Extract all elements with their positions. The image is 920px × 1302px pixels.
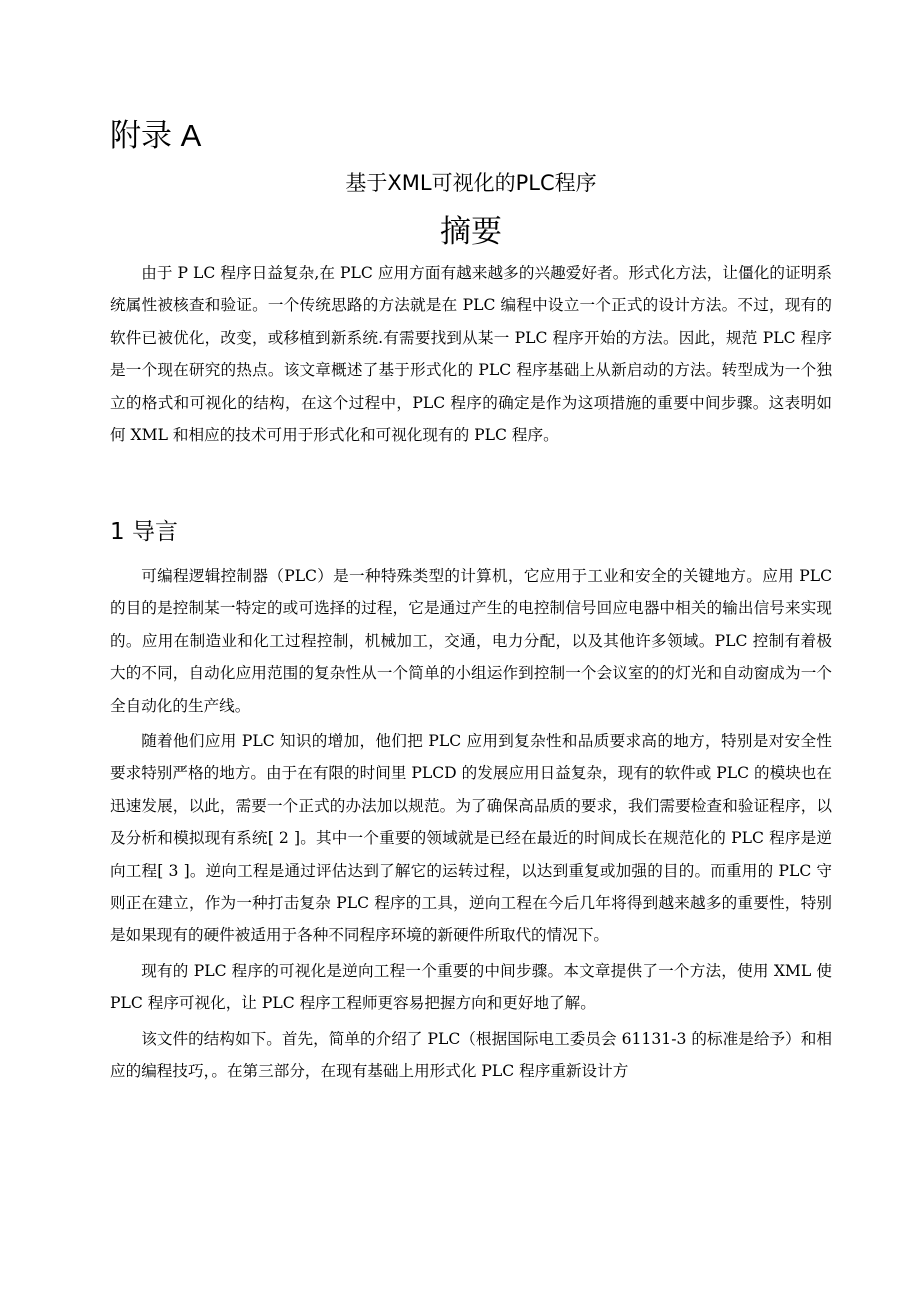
- appendix-title: 附录 A: [110, 118, 202, 153]
- abstract-heading: 摘要: [440, 214, 502, 250]
- abstract-paragraph: 由于 P LC 程序日益复杂,在 PLC 应用方面有越来越多的兴趣爱好者。形式化方法，让僵化的证明系统属性被核查和验证。一个传统思路的方法就是在 PLC 编程中设立一个正式的设计方法。不过，现有的软件已被优化，改变，或移植到新系统.有需要找到从某一 PLC 程序开始的方法。因此，规范 PLC 程序是一个现在研究的热点。该文章概述了基于形式化的 PLC 程序基础上从新启动的方法。转型成为一个独立的格式和可视化的结构，在这个过程中，PLC 程序的确定是作为这项措施的重要中间步骤。这表明如何 XML 和相应的技术可用于形式化和可视化现有的 PLC 程序。: [110, 264, 832, 445]
- section-heading-introduction: 1 导言: [110, 519, 178, 545]
- body-paragraph: 该文件的结构如下。首先，简单的介绍了 PLC（根据国际电工委员会 61131-3 的标准是给予）和相应的编程技巧，。在第三部分，在现有基础上用形式化 PLC 程序重新设计方: [110, 1029, 832, 1081]
- body-paragraph: 随着他们应用 PLC 知识的增加，他们把 PLC 应用到复杂性和品质要求高的地方，特别是对安全性要求特别严格的地方。由于在有限的时间里 PLCD 的发展应用日益复杂，现有的软件或 PLC 的模块也在迅速发展，以此，需要一个正式的办法加以规范。为了确保高品质的要求，我们需要检查和验证程序，以及分析和模拟现有系统[ 2 ]。其中一个重要的领域就是已经在最近的时间成长在规范化的 PLC 程序是逆向工程[ 3 ]。逆向工程是通过评估达到了解它的运转过程，以达到重复或加强的目的。而重用的 PLC 守则正在建立，作为一种打击复杂 PLC 程序的工具，逆向工程在今后几年将得到越来越多的重要性，特别是如果现有的硬件被适用于各种不同程序环境的新硬件所取代的情况下。: [110, 732, 832, 945]
- body-paragraph: 可编程逻辑控制器（PLC）是一种特殊类型的计算机，它应用于工业和安全的关键地方。应用 PLC 的目的是控制某一特定的或可选择的过程，它是通过产生的电控制信号回应电器中相关的输出信号来实现的。应用在制造业和化工过程控制，机械加工，交通，电力分配，以及其他许多领域。PLC 控制有着极大的不同，自动化应用范围的复杂性从一个简单的小组运作到控制一个会议室的的灯光和自动窗成为一个全自动化的生产线。: [110, 567, 832, 715]
- body-paragraph: 现有的 PLC 程序的可视化是逆向工程一个重要的中间步骤。本文章提供了一个方法，使用 XML 使 PLC 程序可视化，让 PLC 程序工程师更容易把握方向和更好地了解。: [110, 961, 832, 1013]
- abstract-section: [110, 257, 832, 454]
- introduction-section: [110, 560, 832, 1091]
- paper-title: 基于XML可视化的PLC程序: [345, 171, 597, 195]
